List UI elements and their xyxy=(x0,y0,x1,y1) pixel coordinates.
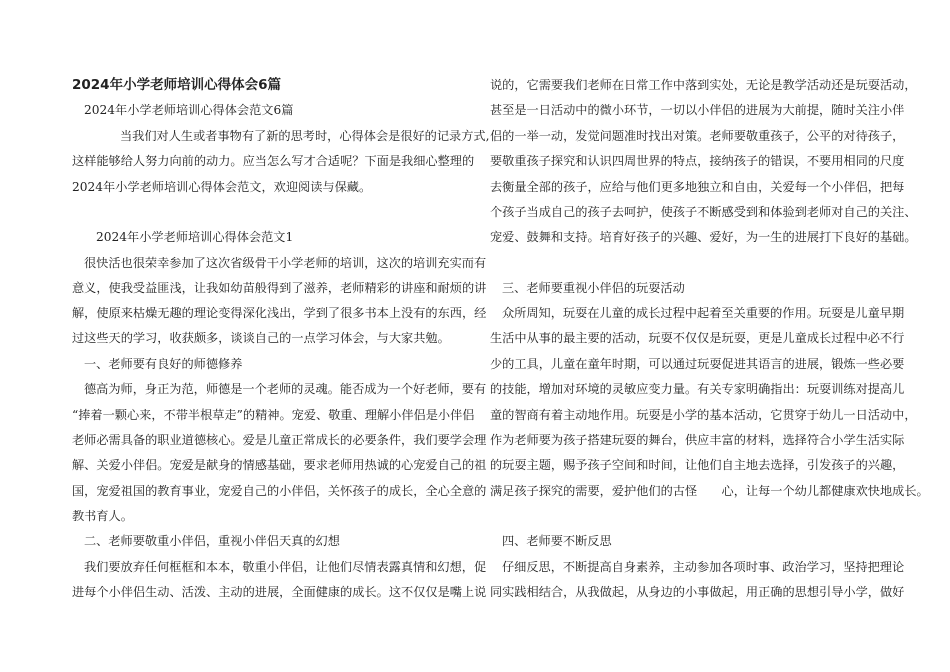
right-text-line: 个孩子当成自己的孩子去呵护，使孩子不断感受到和体验到老师对自己的关注、 xyxy=(490,205,917,219)
right-text-line: 四、老师要不断反思 xyxy=(502,534,612,548)
right-text-line: 作为老师要为孩子搭建玩耍的舞台，供应丰富的材料，选择符合小学生活实际 xyxy=(490,433,905,447)
left-text-line: 解、关爱小伴侣。宠爱是献身的情感基础，要求老师用热诚的心宠爱自己的祖 xyxy=(72,458,487,472)
right-text-line: 侣的一举一动，发觉问题准时找出对策。老师要敬重孩子，公平的对待孩子， xyxy=(490,129,905,143)
right-text-line: 众所周知，玩耍在儿童的成长过程中起着至关重要的作用。玩耍是儿童早期 xyxy=(502,306,905,320)
right-text-line: 三、老师要重视小伴侣的玩耍活动 xyxy=(502,281,685,295)
right-text-line: 仔细反思，不断提高自身素养，主动参加各项时事、政治学习，坚持把理论 xyxy=(502,560,905,574)
right-text-line: 宠爱、鼓舞和支持。培育好孩子的兴趣、爱好，为一生的进展打下良好的基础。 xyxy=(490,230,917,244)
left-text-line: “捧着一颗心来，不带半根草走”的精神。宠爱、敬重、理解小伴侣是小伴侣 xyxy=(72,408,475,422)
left-text-line: 2024年小学老师培训心得体会范文1 xyxy=(96,230,294,244)
right-text-line: 童的智商有着主动地作用。玩耍是小学的基本活动，它贯穿于幼儿一日活动中， xyxy=(490,408,917,422)
left-text-line: 很快活也很荣幸参加了这次省级骨干小学老师的培训，这次的培训充实而有 xyxy=(84,256,487,270)
left-text-line: 2024年小学老师培训心得体会范文6篇 xyxy=(84,103,294,117)
left-text-line: 意义，使我受益匪浅，让我如幼苗般得到了滋养，老师精彩的讲座和耐烦的讲 xyxy=(72,281,487,295)
left-text-line: 老师必需具备的职业道德核心。爱是儿童正常成长的必要条件，我们要学会理 xyxy=(72,433,487,447)
left-text-line: 教书育人。 xyxy=(72,509,133,523)
right-text-line: 满足孩子探究的需要，爱护他们的古怪 心，让每一个幼儿都健康欢快地成长。 xyxy=(490,484,929,498)
right-text-line: 同实践相结合，从我做起，从身边的小事做起，用正确的思想引导小学，做好 xyxy=(490,585,905,599)
right-text-line: 的技能，增加对环境的灵敏应变力量。有关专家明确指出：玩耍训练对提高儿 xyxy=(490,382,905,396)
right-text-line: 少的工具，儿童在童年时期，可以通过玩耍促进其语言的进展，锻炼一些必要 xyxy=(490,357,905,371)
left-text-line: 我们要放弃任何框框和本本，敬重小伴侣，让他们尽情表露真情和幻想，促 xyxy=(84,560,487,574)
left-text-line: 德高为师，身正为范，师德是一个老师的灵魂。能否成为一个好老师，要有 xyxy=(84,382,487,396)
right-text-line: 说的，它需要我们老师在日常工作中落到实处，无论是教学活动还是玩耍活动， xyxy=(490,78,917,92)
right-text-line: 的玩耍主题，赐予孩子空间和时间，让他们自主地去选择，引发孩子的兴趣， xyxy=(490,458,905,472)
document-title: 2024年小学老师培训心得体会6篇 xyxy=(72,77,281,93)
left-text-line: 二、老师要敬重小伴侣，重视小伴侣天真的幻想 xyxy=(84,534,340,548)
left-text-line: 过这些天的学习，收获颇多，谈谈自己的一点学习体会，与大家共勉。 xyxy=(72,331,450,345)
left-text-line: 2024年小学老师培训心得体会范文，欢迎阅读与保藏。 xyxy=(72,180,372,194)
left-text-line: 一、老师要有良好的师德修养 xyxy=(84,357,243,371)
left-text-line: 进每个小伴侣生动、活泼、主动的进展，全面健康的成长。这不仅仅是嘴上说 xyxy=(72,585,487,599)
left-text-line: 当我们对人生或者事物有了新的思考时，心得体会是很好的记录方式, xyxy=(120,129,490,143)
left-text-line: 解，使原来枯燥无趣的理论变得深化浅出，学到了很多书本上没有的东西，经 xyxy=(72,306,487,320)
right-text-line: 要敬重孩子探究和认识四周世界的特点，接纳孩子的错误，不要用相同的尺度 xyxy=(490,154,905,168)
left-text-line: 国，宠爱祖国的教育事业，宠爱自己的小伴侣，关怀孩子的成长，全心全意的 xyxy=(72,484,487,498)
right-text-line: 生活中从事的最主要的活动，玩耍不仅仅是玩耍，更是儿童成长过程中必不行 xyxy=(490,331,905,345)
right-text-line: 去衡量全部的孩子，应给与他们更多地独立和自由，关爱每一个小伴侣，把每 xyxy=(490,180,905,194)
left-text-line: 这样能够给人努力向前的动力。应当怎么写才合适呢？下面是我细心整理的 xyxy=(72,154,475,168)
right-text-line: 甚至是一日活动中的微小环节，一切以小伴侣的进展为大前提，随时关注小伴 xyxy=(490,103,905,117)
